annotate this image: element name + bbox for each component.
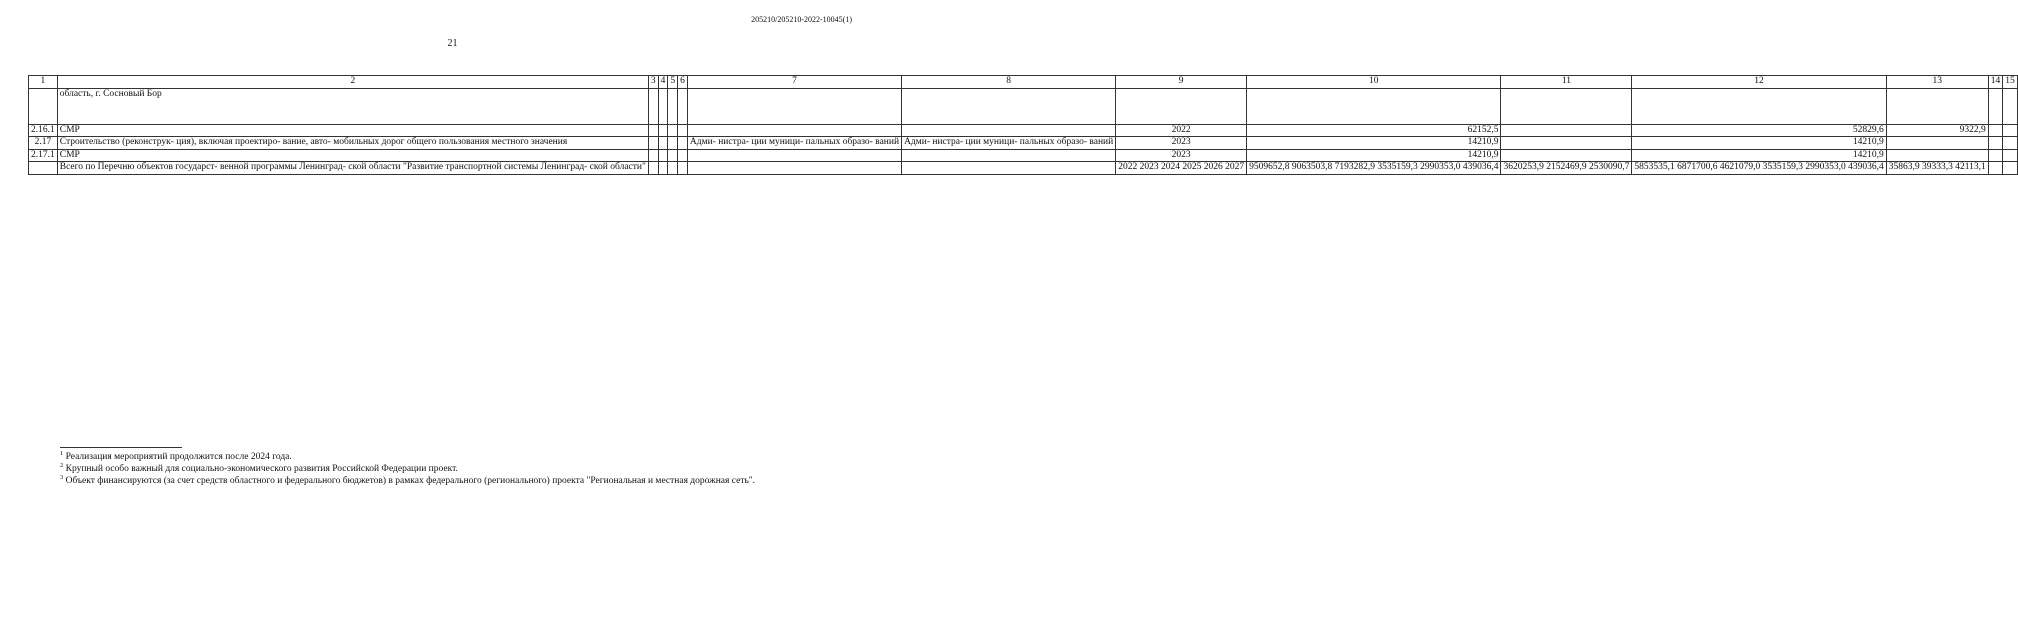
row-number-cell: 2.17 [29,137,58,150]
year-cell: 2023 [1116,149,1247,162]
total-label-cell: Всего по Перечню объектов государст- венной программы Ленинград- ской области "Развитие транспортной системы Ленинград- ской области" [57,162,648,175]
executor-cell: Адми- нистра- ции муници- пальных образо- ваний [902,137,1116,150]
object-name-cell: Строительство (реконструк- ция), включая проектиро- вание, авто- мобильных дорог общего пользования местного значения [57,137,648,150]
footnote-2: $^2$ Крупный особо важный для социально-экономического развития Российской Федерации проект. [60,461,458,474]
header-cell: 13 [1886,76,1988,89]
year-cell: 2023 [1116,137,1247,150]
header-cell: 15 [2003,76,2018,89]
row-number-cell: 2.16.1 [29,124,58,137]
header-cell: 12 [1632,76,1886,89]
value-cell: 5853535,1 6871700,6 4621079,0 3535159,3 2990353,0 439036,4 [1632,162,1886,175]
header-cell: 8 [902,76,1116,89]
value-cell: 14210,9 [1247,137,1501,150]
program-table [28,75,2018,175]
header-cell: 6 [678,76,688,89]
header-cell: 14 [1988,76,2003,89]
header-cell: 2 [57,76,648,89]
value-cell: 9322,9 [1886,124,1988,137]
footnote-divider [60,447,182,448]
object-name-cell: СМР [57,124,648,137]
footnote-3: $^3$ Объект финансируются (за счет средств областного и федерального бюджетов) в рамках федерального (регионального) проекта "Региональная и местная дорожная сеть". [60,473,756,486]
total-row [29,162,2018,175]
header-cell: 1 [29,76,58,89]
header-cell: 7 [687,76,901,89]
value-cell: 52829,6 [1632,124,1886,137]
object-name-cell: СМР [57,149,648,162]
table-row [29,149,2018,162]
value-cell: 9509652,8 9063503,8 7193282,9 3535159,3 2990353,0 439036,4 [1247,162,1501,175]
document-id: 205210/205210-2022-10045(1) [751,15,852,24]
column-number-row [29,76,2018,89]
row-number-cell: 2.17.1 [29,149,58,162]
header-cell: 11 [1501,76,1632,89]
header-cell: 9 [1116,76,1247,89]
table-row [29,124,2018,137]
value-cell: 14210,9 [1632,149,1886,162]
object-name-cell: область, г. Сосновый Бор [57,88,648,124]
year-cell: 2022 [1116,124,1247,137]
value-cell: 14210,9 [1632,137,1886,150]
value-cell: 62152,5 [1247,124,1501,137]
table-row [29,137,2018,150]
footnotes [60,451,755,487]
value-cell: 14210,9 [1247,149,1501,162]
value-cell: 35863,9 39333,3 42113,1 [1886,162,1988,175]
header-cell: 3 [648,76,658,89]
header-cell: 5 [668,76,678,89]
table-row [29,88,2018,124]
page-number: 21 [447,38,458,49]
header-cell: 4 [658,76,668,89]
footnote-1: $^1$ Реализация мероприятий продолжится после 2024 года. [60,449,292,462]
responsible-cell: Адми- нистра- ции муници- пальных образо- ваний [687,137,901,150]
value-cell: 3620253,9 2152469,9 2530090,7 [1501,162,1632,175]
year-cell: 2022 2023 2024 2025 2026 2027 [1116,162,1247,175]
header-cell: 10 [1247,76,1501,89]
